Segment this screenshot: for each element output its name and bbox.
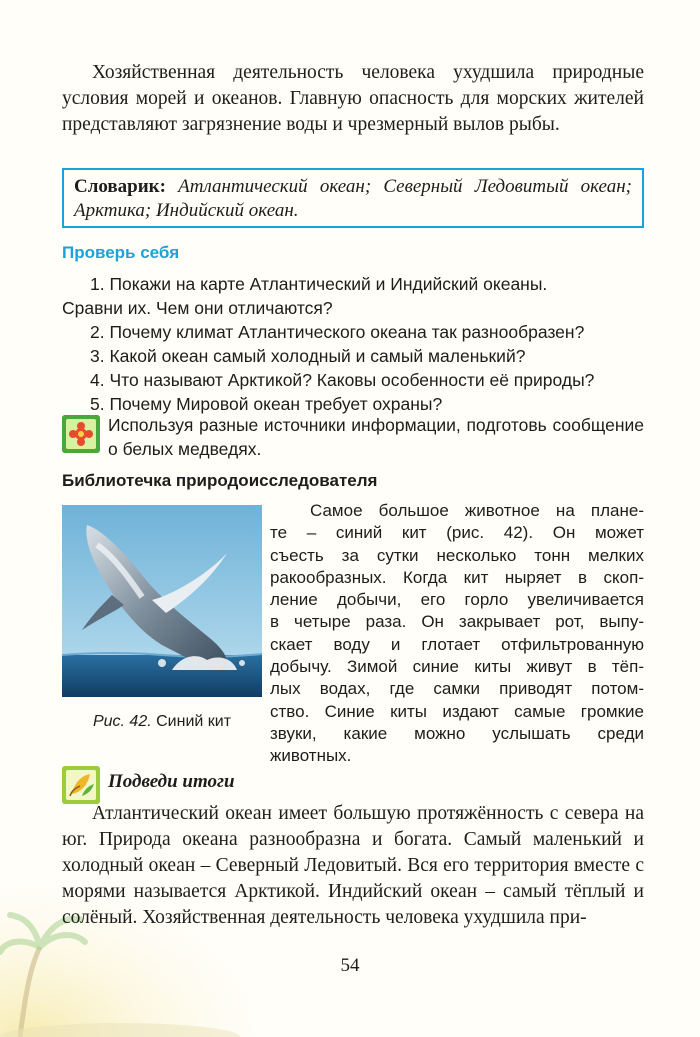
summary-title: Подведи итоги (108, 771, 235, 792)
figure-caption (62, 713, 262, 731)
library-line: Самое большое животное на плане- (310, 501, 644, 520)
library-line: ление добычи, его горло увеличивается (270, 590, 644, 610)
question-4: 4. Что называют Арктикой? Каковы особенности её природы? (90, 370, 595, 390)
library-line: животных. (270, 746, 352, 766)
library-line: ракообразных. Когда кит ныряет в скоп- (270, 567, 644, 587)
task-text: Используя разные источники информации, подготовь сообщение о белых медведях. (108, 415, 644, 459)
vocabulary-box (62, 168, 644, 228)
library-line: съесть за сутки несколько тонн мелких (270, 545, 644, 565)
question-1: 1. Покажи на карте Атлантический и Индийский океаны. (90, 274, 548, 294)
intro-paragraph: Хозяйственная деятельность человека ухудшила природные условия морей и океанов. Главную опасность для морских жителей представляют загрязнение воды и чрезмерный вылов рыбы. (62, 62, 644, 135)
library-line: лых водах, где самки приводят потом- (270, 679, 644, 699)
question-2: 2. Почему климат Атлантического океана так разнообразен? (90, 322, 585, 342)
question-1-continued: Сравни их. Чем они отличаются? (62, 298, 333, 318)
vocabulary-label: Словарик: (74, 176, 166, 197)
caption-figure-number: Рис. 42. (92, 713, 152, 730)
library-line: те – синий кит (рис. 42). Он может (270, 523, 644, 543)
library-line: ство. Синие киты издают самые громкие (270, 701, 644, 721)
library-text (270, 500, 644, 768)
summary-icon (62, 766, 100, 804)
question-3: 3. Какой океан самый холодный и самый маленький? (90, 346, 526, 366)
library-line: добычу. Зимой синие киты живут в тёп- (270, 657, 644, 677)
library-line: звуки, какие можно услышать среди (270, 723, 644, 743)
page-number: 54 (340, 955, 360, 976)
library-title: Библиотечка природоисследователя (62, 471, 378, 490)
caption-text: Синий кит (156, 713, 232, 730)
summary-paragraph: Атлантический океан имеет большую протяжённость с севера на юг. Природа океана разнообразна и богата. Самый маленький и холодный океан – Северный Ледовитый. Вся его территория вместе с морями называется Арктикой. Индийский океан – самый тёплый и солёный. Хозяйственная деятельность человека ухудшила при- (62, 803, 644, 928)
question-5: 5. Почему Мировой океан требует охраны? (90, 394, 443, 414)
library-line: скает воду и глотает отфильтрованную (270, 634, 644, 654)
check-yourself-title: Проверь себя (62, 243, 180, 262)
research-task-icon (62, 415, 100, 453)
library-line: в четыре раза. Он закрывает рот, выпу- (270, 612, 644, 632)
blue-whale-photo (62, 505, 262, 697)
question-list (62, 272, 644, 416)
vocabulary-terms: Атлантический океан; Северный Ледовитый океан; Арктика; Индийский океан. (74, 176, 632, 221)
